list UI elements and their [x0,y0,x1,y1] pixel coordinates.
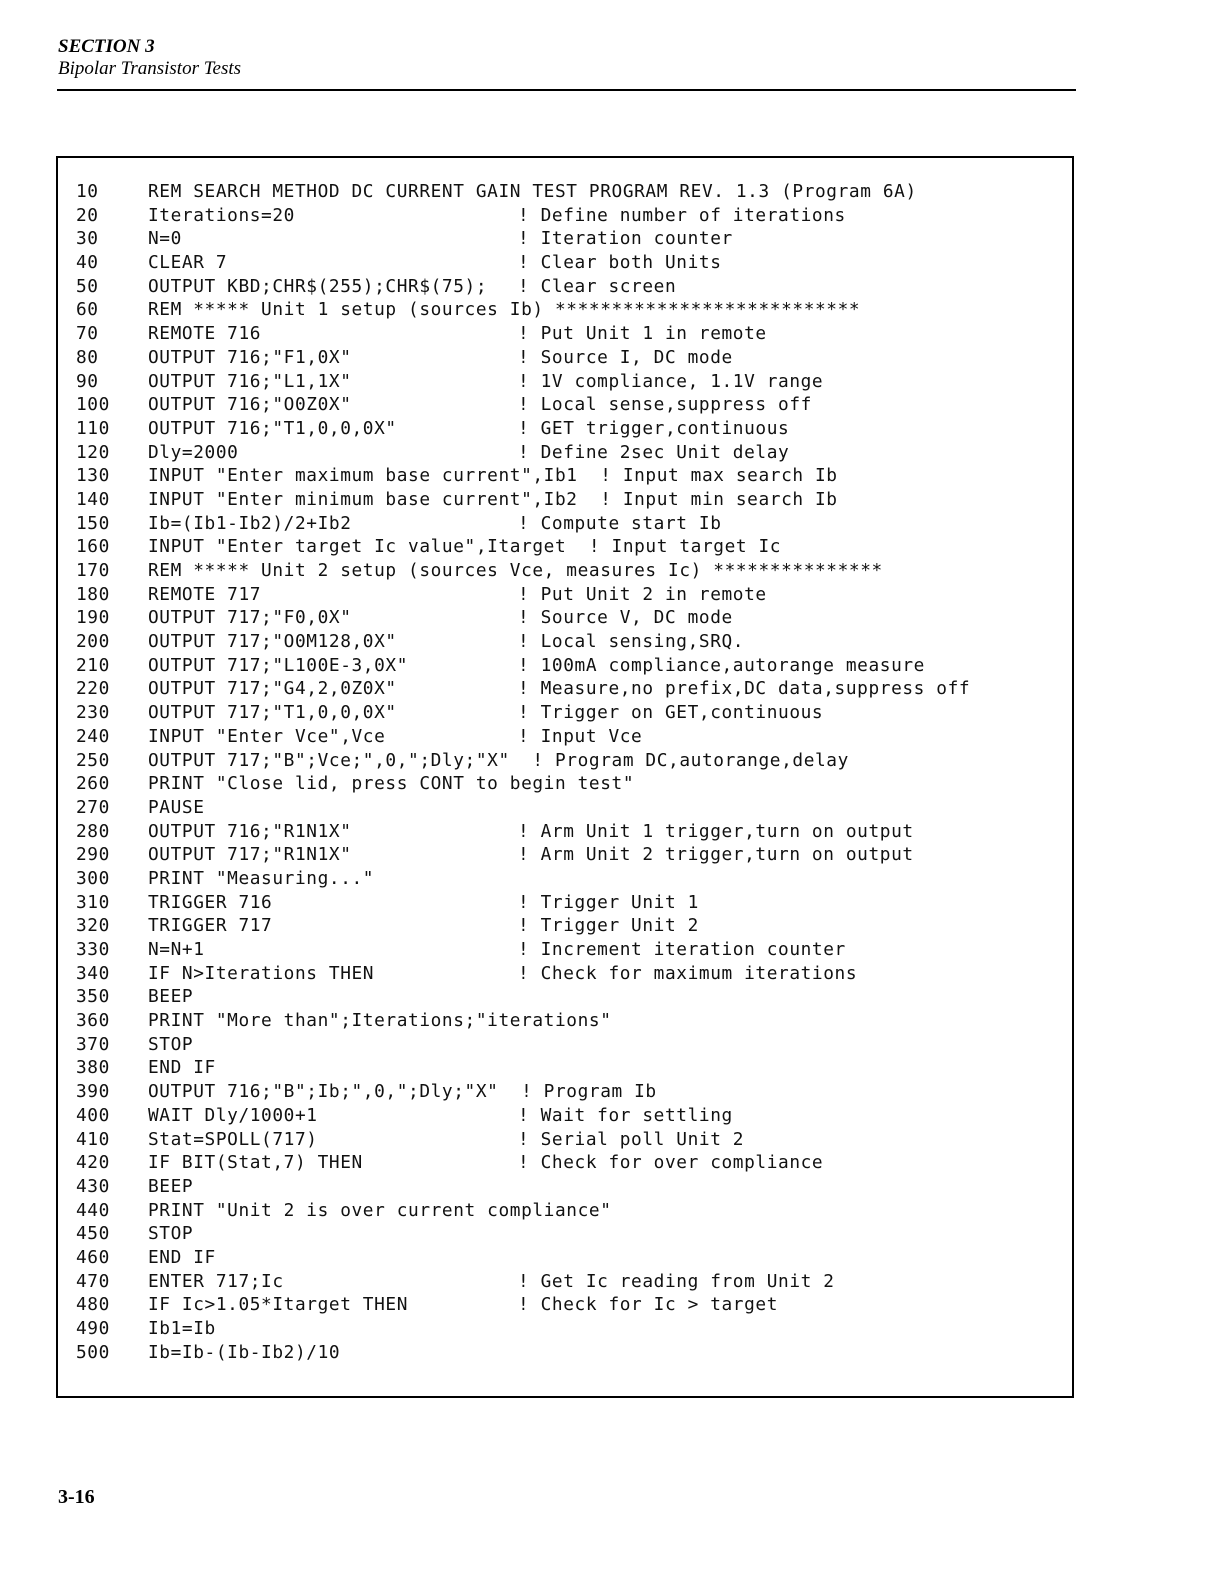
line-number: 390 [76,1081,110,1103]
code-statement: N=0 [148,228,182,250]
code-line [76,606,1062,630]
line-number: 80 [76,346,99,368]
code-line [76,1317,1062,1341]
line-number: 100 [76,394,110,416]
code-statement: TRIGGER 716 [148,891,273,913]
code-line [76,1175,1062,1199]
line-number: 20 [76,204,99,226]
code-line [76,701,1062,725]
code-statement: INPUT "Enter maximum base current",Ib1 ! Input max search Ib [148,465,838,487]
line-number: 340 [76,962,110,984]
code-line [76,1246,1062,1270]
line-number: 130 [76,465,110,487]
line-number: 120 [76,441,110,463]
code-line [76,393,1062,417]
line-number: 400 [76,1104,110,1126]
code-line [76,1056,1062,1080]
code-line [76,843,1062,867]
code-line [76,298,1062,322]
code-statement: END IF [148,1057,216,1079]
line-number: 320 [76,915,110,937]
code-statement: REM ***** Unit 1 setup (sources Ib) *************************** [148,299,861,321]
code-statement: TRIGGER 717 [148,915,273,937]
code-comment: ! Trigger on GET,continuous [518,702,824,724]
code-statement: STOP [148,1223,194,1245]
line-number: 60 [76,299,99,321]
code-line [76,725,1062,749]
code-line [76,275,1062,299]
code-comment: ! Increment iteration counter [518,939,846,960]
line-number: 200 [76,631,110,653]
code-statement: PRINT "Unit 2 is over current compliance" [148,1199,612,1221]
code-statement: OUTPUT 716;"R1N1X" [148,820,352,842]
line-number: 370 [76,1033,110,1055]
code-line [76,1270,1062,1294]
code-statement: OUTPUT 716;"B";Ib;",0,";Dly;"X" ! Program Ib [148,1081,657,1103]
code-statement: BEEP [148,1175,194,1197]
code-statement: Iterations=20 [148,204,295,226]
running-header [58,36,241,80]
code-line [76,322,1062,346]
code-comment: ! Compute start Ib [518,512,722,534]
code-statement: PRINT "Measuring..." [148,867,375,889]
line-number: 470 [76,1270,110,1292]
line-number: 460 [76,1246,110,1268]
code-line [76,891,1062,915]
line-number: 310 [76,891,110,913]
line-number: 50 [76,275,99,297]
code-line [76,535,1062,559]
code-comment: ! Check for over compliance [518,1152,824,1174]
code-statement: OUTPUT 717;"G4,2,0Z0X" [148,678,397,700]
code-line [76,1151,1062,1175]
line-number: 410 [76,1128,110,1150]
program-listing-box [56,156,1074,1398]
code-comment: ! Source I, DC mode [518,346,733,368]
line-number: 250 [76,749,110,771]
code-line [76,1009,1062,1033]
code-statement: Ib=(Ib1-Ib2)/2+Ib2 [148,512,352,534]
code-comment: ! Trigger Unit 2 [518,915,699,937]
code-line [76,1199,1062,1223]
code-line [76,1033,1062,1057]
code-line [76,654,1062,678]
code-statement: BEEP [148,986,194,1008]
code-statement: IF N>Iterations THEN [148,962,375,984]
code-comment: ! Clear both Units [518,252,722,274]
code-line [76,251,1062,275]
code-statement: Dly=2000 [148,441,239,463]
line-number: 140 [76,488,110,510]
line-number: 210 [76,654,110,676]
code-comment: ! Clear screen [518,275,677,297]
line-number: 220 [76,678,110,700]
code-comment: ! Arm Unit 1 trigger,turn on output [518,820,914,842]
code-line [76,227,1062,251]
line-number: 230 [76,702,110,724]
code-statement: OUTPUT 716;"L1,1X" [148,370,352,392]
line-number: 290 [76,844,110,866]
code-statement: CLEAR 7 [148,252,228,274]
line-number: 280 [76,820,110,842]
code-line [76,1104,1062,1128]
code-statement: STOP [148,1033,194,1055]
code-statement: OUTPUT 717;"L100E-3,0X" [148,654,409,676]
code-line [76,985,1062,1009]
code-comment: ! Define 2sec Unit delay [518,441,790,463]
line-number: 40 [76,252,99,274]
code-line [76,867,1062,891]
line-number: 360 [76,1010,110,1032]
code-statement: PRINT "Close lid, press CONT to begin test" [148,773,635,795]
code-comment: ! 1V compliance, 1.1V range [518,370,824,392]
code-line [76,796,1062,820]
line-number: 190 [76,607,110,629]
line-number: 170 [76,560,110,581]
code-statement: REMOTE 717 [148,583,262,605]
code-comment: ! Local sense,suppress off [518,394,812,416]
code-line [76,583,1062,607]
code-comment: ! Measure,no prefix,DC data,suppress off [518,678,971,700]
code-line [76,417,1062,441]
code-statement: Ib=Ib-(Ib-Ib2)/10 [148,1341,341,1363]
code-statement: OUTPUT 717;"T1,0,0,0X" [148,702,397,724]
code-comment: ! GET trigger,continuous [518,417,790,439]
code-line [76,180,1062,204]
line-number: 440 [76,1199,110,1221]
code-statement: N=N+1 [148,939,205,960]
line-number: 260 [76,773,110,795]
code-line [76,204,1062,228]
line-number: 500 [76,1341,110,1363]
line-number: 480 [76,1294,110,1316]
program-listing [76,180,1062,1364]
section-subtitle: Bipolar Transistor Tests [58,58,242,79]
code-statement: PAUSE [148,796,205,818]
code-line [76,1293,1062,1317]
code-line [76,630,1062,654]
line-number: 270 [76,796,110,818]
code-comment: ! Wait for settling [518,1104,733,1126]
code-comment: ! Put Unit 1 in remote [518,323,767,345]
code-comment: ! Put Unit 2 in remote [518,583,767,605]
code-statement: IF BIT(Stat,7) THEN [148,1152,363,1174]
section-label: SECTION 3 [58,36,155,57]
code-comment: ! Arm Unit 2 trigger,turn on output [518,844,914,866]
code-statement: INPUT "Enter minimum base current",Ib2 ! Input min search Ib [148,488,838,510]
line-number: 240 [76,725,110,747]
code-statement: INPUT "Enter target Ic value",Itarget ! Input target Ic [148,536,782,558]
page-number: 3-16 [58,1486,95,1508]
code-comment: ! Input Vce [518,725,643,747]
code-line [76,488,1062,512]
line-number: 330 [76,939,110,960]
line-number: 300 [76,867,110,889]
code-line [76,512,1062,536]
code-comment: ! Trigger Unit 1 [518,891,699,913]
code-line [76,346,1062,370]
code-comment: ! Get Ic reading from Unit 2 [518,1270,835,1292]
header-rule [57,89,1076,91]
line-number: 160 [76,536,110,558]
line-number: 450 [76,1223,110,1245]
code-statement: WAIT Dly/1000+1 [148,1104,318,1126]
line-number: 180 [76,583,110,605]
line-number: 420 [76,1152,110,1174]
line-number: 490 [76,1318,110,1339]
code-line [76,441,1062,465]
code-comment: ! Define number of iterations [518,204,846,226]
code-statement: OUTPUT 716;"T1,0,0,0X" [148,417,397,439]
line-number: 70 [76,323,99,345]
line-number: 430 [76,1175,110,1197]
code-statement: OUTPUT 717;"B";Vce;",0,";Dly;"X" ! Program DC,autorange,delay [148,749,849,771]
code-statement: INPUT "Enter Vce",Vce [148,725,386,747]
code-statement: IF Ic>1.05*Itarget THEN [148,1294,409,1316]
line-number: 10 [76,181,99,202]
code-line [76,914,1062,938]
code-line [76,1080,1062,1104]
code-statement: Stat=SPOLL(717) [148,1128,318,1150]
code-statement: OUTPUT 717;"O0M128,0X" [148,631,397,653]
code-comment: ! Iteration counter [518,228,733,250]
code-statement: OUTPUT 717;"F0,0X" [148,607,352,629]
line-number: 30 [76,228,99,250]
code-line [76,370,1062,394]
line-number: 110 [76,417,110,439]
code-line [76,962,1062,986]
code-statement: OUTPUT 716;"O0Z0X" [148,394,352,416]
code-line [76,772,1062,796]
code-statement: OUTPUT KBD;CHR$(255);CHR$(75); [148,275,488,297]
code-comment: ! Check for Ic > target [518,1294,779,1316]
code-statement: REM ***** Unit 2 setup (sources Vce, measures Ic) *************** [148,560,883,581]
code-statement: REMOTE 716 [148,323,262,345]
code-statement: Ib1=Ib [148,1318,216,1339]
line-number: 150 [76,512,110,534]
code-comment: ! Check for maximum iterations [518,962,858,984]
code-line [76,749,1062,773]
code-line [76,1128,1062,1152]
code-line [76,938,1062,962]
code-line [76,677,1062,701]
line-number: 90 [76,370,99,392]
code-line [76,559,1062,583]
code-comment: ! Serial poll Unit 2 [518,1128,745,1150]
code-line [76,464,1062,488]
code-statement: END IF [148,1246,216,1268]
code-statement: REM SEARCH METHOD DC CURRENT GAIN TEST PROGRAM REV. 1.3 (Program 6A) [148,181,917,202]
code-statement: PRINT "More than";Iterations;"iterations" [148,1010,612,1032]
line-number: 350 [76,986,110,1008]
code-comment: ! Source V, DC mode [518,607,733,629]
code-line [76,820,1062,844]
code-comment: ! Local sensing,SRQ. [518,631,745,653]
code-comment: ! 100mA compliance,autorange measure [518,654,925,676]
code-statement: OUTPUT 717;"R1N1X" [148,844,352,866]
code-line [76,1341,1062,1365]
code-statement: ENTER 717;Ic [148,1270,284,1292]
code-line [76,1222,1062,1246]
code-statement: OUTPUT 716;"F1,0X" [148,346,352,368]
line-number: 380 [76,1057,110,1079]
